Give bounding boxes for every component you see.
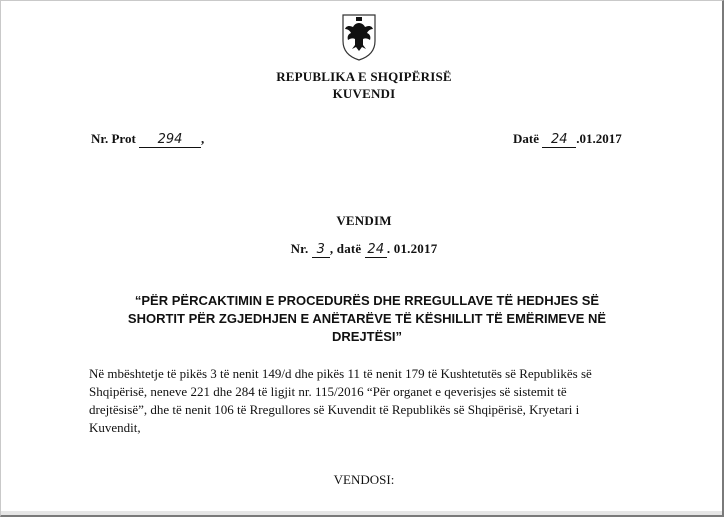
- decision-nr-prefix: Nr.: [290, 241, 309, 256]
- decision-date-rest: . 01.2017: [386, 241, 438, 256]
- decision-heading: VENDIM: [336, 213, 392, 228]
- protocol-suffix: ,: [201, 131, 205, 146]
- decision-title: [97, 292, 637, 346]
- preamble-paragraph: [89, 365, 649, 437]
- title-line-3: DREJTËSI”: [331, 329, 403, 344]
- date-rest: .01.2017: [576, 131, 622, 146]
- preamble-line-2: Shqipërisë, neneve 221 dhe 284 të ligjit nr. 115/2016 “Për organet e qeverisjes së sistemit të: [89, 384, 567, 399]
- horizontal-scrollbar[interactable]: [1, 511, 724, 515]
- decision-date-prefix: , datë: [329, 241, 362, 256]
- preamble-line-4: Kuvendit,: [89, 420, 141, 435]
- decision-nr-handwritten: 3: [312, 242, 330, 258]
- date-prefix: Datë: [513, 131, 539, 146]
- republic-name: REPUBLIKA E SHQIPËRISË: [276, 69, 452, 84]
- decision-day-handwritten: 24: [365, 242, 387, 258]
- title-line-2: SHORTIT PËR ZGJEDHJEN E ANËTARËVE TË KËSHILLIT TË EMËRIMEVE NË: [127, 311, 607, 326]
- decision-number-line: [1, 241, 724, 258]
- protocol-number-handwritten: 294: [139, 132, 201, 148]
- preamble-line-1: Në mbështetje të pikës 3 të nenit 149/d dhe pikës 11 të nenit 179 të Kushtetutës së Republikës së: [89, 366, 592, 381]
- title-line-1: “PËR PËRCAKTIMIN E PROCEDURËS DHE RREGULLAVE TË HEDHJES SË: [134, 293, 600, 308]
- protocol-date: [513, 131, 622, 148]
- vendosi-heading: VENDOSI:: [333, 472, 395, 487]
- preamble-line-3: drejtësisë”, dhe të nenit 106 të Rregullores së Kuvendit të Republikës së Shqipërisë, Kryetari i: [89, 402, 580, 417]
- albanian-eagle-seal-icon: [341, 13, 377, 61]
- protocol-prefix: Nr. Prot: [91, 131, 136, 146]
- protocol-number: [91, 131, 204, 148]
- date-day-handwritten: 24: [542, 132, 576, 148]
- institution-name: KUVENDI: [332, 86, 396, 101]
